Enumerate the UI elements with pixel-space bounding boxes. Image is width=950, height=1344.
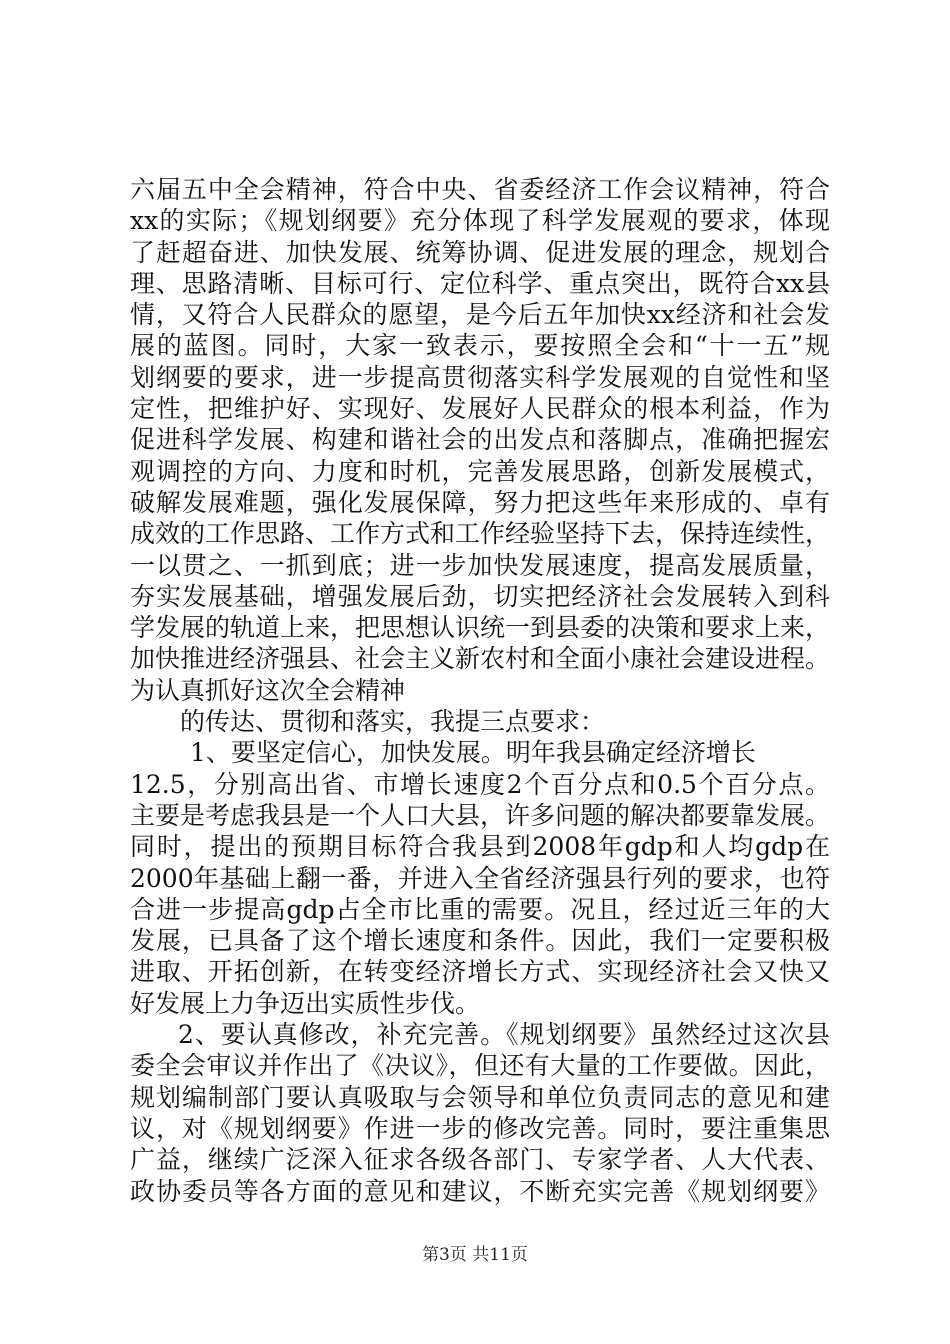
text-line: 展的蓝图。同时，大家一致表示，要按照全会和“十一五”规 bbox=[130, 331, 830, 361]
text-line: 成效的工作思路、工作方式和工作经验坚持下去，保持连续性， bbox=[130, 519, 830, 549]
text-line: 划纲要的要求，进一步提高贯彻落实科学发展观的自觉性和坚 bbox=[130, 362, 830, 392]
text-line: xx的实际；《规划纲要》充分体现了科学发展观的要求，体现 bbox=[130, 206, 830, 236]
document-body bbox=[130, 174, 830, 1207]
text-line: 委全会审议并作出了《决议》，但还有大量的工作要做。因此， bbox=[130, 1051, 830, 1081]
text-line: 2、要认真修改，补充完善。《规划纲要》虽然经过这次县 bbox=[178, 1020, 830, 1050]
text-line: 进取、开拓创新，在转变经济增长方式、实现经济社会又快又 bbox=[130, 957, 830, 987]
text-line: 政协委员等各方面的意见和建议，不断充实完善《规划纲要》 bbox=[130, 1176, 830, 1206]
page-number-footer: 第3页 共11页 bbox=[422, 1245, 528, 1265]
text-line: 理、思路清晰、目标可行、定位科学、重点突出，既符合xx县 bbox=[130, 268, 830, 298]
text-line: 一以贯之、一抓到底；进一步加快发展速度，提高发展质量， bbox=[130, 550, 830, 580]
text-line: 2000年基础上翻一番，并进入全省经济强县行列的要求，也符 bbox=[130, 863, 830, 893]
text-line: 定性，把维护好、实现好、发展好人民群众的根本利益，作为 bbox=[130, 394, 830, 424]
text-line: 规划编制部门要认真吸取与会领导和单位负责同志的意见和建 bbox=[130, 1082, 830, 1112]
text-line: 同时，提出的预期目标符合我县到2008年gdp和人均gdp在 bbox=[130, 832, 830, 862]
text-line: 1、要坚定信心，加快发展。明年我县确定经济增长 bbox=[190, 738, 756, 768]
text-line: 六届五中全会精神，符合中央、省委经济工作会议精神，符合 bbox=[130, 175, 830, 204]
text-line: 广益，继续广泛深入征求各级各部门、专家学者、人大代表、 bbox=[130, 1145, 830, 1175]
text-line: 议，对《规划纲要》作进一步的修改完善。同时，要注重集思 bbox=[130, 1113, 830, 1143]
text-line: 发展，已具备了这个增长速度和条件。因此，我们一定要积极 bbox=[130, 926, 830, 956]
text-line: 好发展上力争迈出实质性步伐。 bbox=[130, 988, 481, 1018]
text-line: 破解发展难题，强化发展保障，努力把这些年来形成的、卓有 bbox=[130, 487, 830, 517]
text-line: 加快推进经济强县、社会主义新农村和全面小康社会建设进程。 bbox=[130, 644, 830, 674]
text-line: 情，又符合人民群众的愿望，是今后五年加快xx经济和社会发 bbox=[130, 300, 830, 330]
text-line: 的传达、贯彻和落实，我提三点要求： bbox=[180, 707, 606, 737]
text-line: 促进科学发展、构建和谐社会的出发点和落脚点，准确把握宏 bbox=[130, 425, 830, 455]
text-line: 了赶超奋进、加快发展、统筹协调、促进发展的理念，规划合 bbox=[130, 237, 830, 267]
text-line: 为认真抓好这次全会精神 bbox=[130, 675, 406, 705]
text-line: 夯实发展基础，增强发展后劲，切实把经济社会发展转入到科 bbox=[130, 581, 830, 611]
text-line: 12.5，分别高出省、市增长速度2个百分点和0.5个百分点。 bbox=[130, 769, 830, 799]
text-line: 观调控的方向、力度和时机，完善发展思路，创新发展模式， bbox=[130, 456, 830, 486]
text-line: 学发展的轨道上来，把思想认识统一到县委的决策和要求上来， bbox=[130, 613, 830, 643]
text-line: 合进一步提高gdp占全市比重的需要。况且，经过近三年的大 bbox=[130, 894, 830, 924]
text-line: 主要是考虑我县是一个人口大县，许多问题的解决都要靠发展。 bbox=[130, 800, 830, 830]
